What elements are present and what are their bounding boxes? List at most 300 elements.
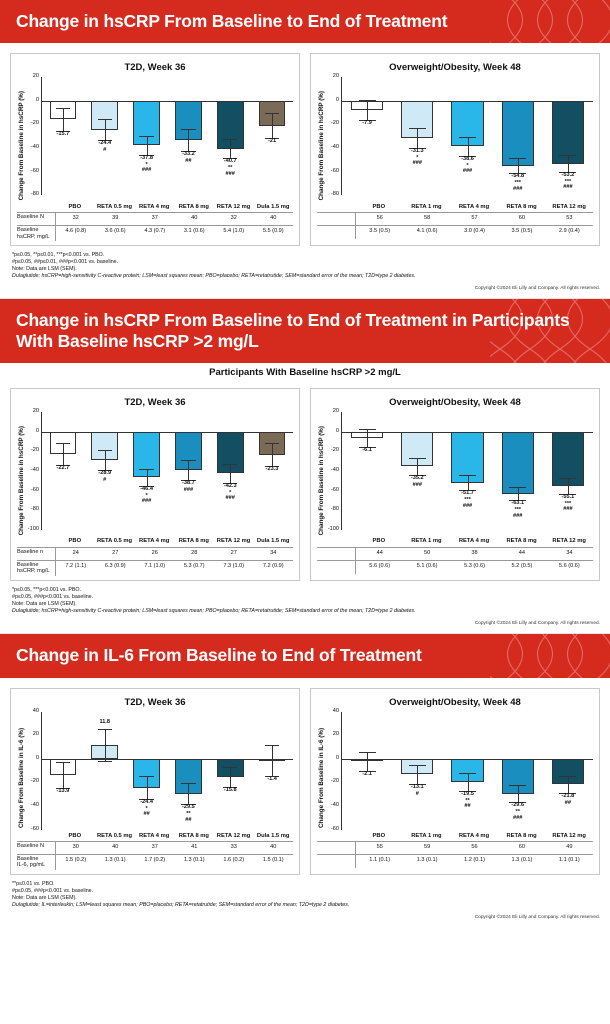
slide-supertitle: Participants With Baseline hsCRP >2 mg/L — [209, 367, 401, 379]
bar-group — [167, 77, 209, 195]
y-tick-label: 20 — [32, 731, 39, 738]
y-tick-label: -60 — [30, 486, 39, 493]
table-cell: 40 — [270, 843, 277, 850]
error-cap-top — [56, 762, 70, 763]
y-tick-label: 20 — [332, 408, 339, 415]
error-bar — [417, 765, 418, 784]
y-tick-label: -100 — [27, 526, 39, 533]
table-cell: 58 — [423, 215, 431, 222]
y-tick-label: -80 — [30, 191, 39, 198]
x-category-label: RETA 1 mg — [411, 203, 442, 210]
y-tick-label: -40 — [330, 144, 339, 151]
table-row — [17, 226, 293, 241]
plot-area — [317, 73, 593, 201]
y-axis-label: Change From Baseline in hsCRP (%) — [318, 426, 325, 536]
error-cap-top — [265, 443, 279, 444]
plot-canvas — [341, 77, 593, 195]
significance-label: ### — [412, 481, 422, 488]
x-category-label: PBO — [372, 538, 386, 545]
error-cap-top — [265, 745, 279, 746]
bar-group — [442, 77, 492, 195]
error-cap-top — [359, 429, 376, 430]
error-bar — [147, 776, 148, 798]
bar-value-label: -51.7 — [461, 490, 474, 497]
chart-panel-0 — [10, 688, 300, 875]
y-tick-label: 20 — [32, 73, 39, 80]
table-cell: 1.3 (0.1) — [416, 856, 438, 863]
error-cap-top — [409, 765, 426, 766]
y-tick-label: -20 — [330, 447, 339, 454]
copyright: Copyright ©2024 Eli Lilly and Company. All rights reserved. — [474, 915, 600, 921]
bar-group — [543, 712, 593, 830]
table-cell: 1.2 (0.1) — [464, 856, 485, 863]
table-row — [317, 855, 593, 868]
table-cell: 32 — [230, 215, 237, 222]
table-cell: 57 — [471, 215, 478, 222]
table-cell: 4.3 (0.7) — [144, 228, 166, 235]
table-cell: 5.3 (0.7) — [183, 562, 205, 569]
x-category-label: RETA 12 mg — [216, 832, 251, 839]
bar-group — [126, 77, 168, 195]
bar-value-label: -15.8 — [223, 787, 237, 794]
significance-label: * ### — [462, 162, 473, 175]
table-row-label: Baseline N — [17, 214, 45, 221]
error-cap-top — [459, 137, 476, 138]
x-category-label: RETA 4 mg — [458, 538, 490, 545]
table-cell: 41 — [191, 843, 198, 850]
significance-label: ## — [564, 800, 572, 807]
table-row-label: Baseline hsCRP, mg/L — [17, 227, 50, 240]
bar-value-label: -28.9 — [98, 470, 112, 477]
x-category-label: PBO — [372, 832, 386, 839]
panel-title: Overweight/Obesity, Week 48 — [389, 696, 521, 708]
footnotes — [0, 585, 610, 622]
y-axis-label: Change From Baseline in IL-6 (%) — [18, 727, 25, 828]
bar-value-label: -15.7 — [56, 130, 70, 137]
bar-value-label: -38.6 — [461, 155, 474, 162]
table-cell: 24 — [72, 549, 79, 556]
y-tick-label: -20 — [30, 120, 39, 127]
bar-group — [543, 77, 593, 195]
error-bar — [230, 767, 231, 787]
y-axis-ticks — [25, 707, 41, 832]
bar-group — [342, 712, 392, 830]
table-cell: 40 — [112, 843, 119, 850]
table-row-label: Baseline hsCRP, mg/L — [17, 561, 50, 575]
table-cell: 44 — [518, 549, 526, 556]
significance-label: ** ### — [225, 165, 235, 177]
table-cell: 55 — [376, 843, 383, 850]
table-cell: 1.1 (0.1) — [369, 856, 391, 863]
bar-value-label: -2.1 — [362, 770, 372, 777]
error-bar — [147, 469, 148, 486]
x-category-label: Dula 1.5 mg — [256, 203, 290, 210]
bar-value-label: -21 — [268, 138, 277, 145]
bar-value-label: -55.1 — [561, 493, 575, 500]
bar-group — [251, 412, 293, 530]
plot-area — [317, 707, 593, 832]
y-tick-label: -80 — [330, 506, 339, 513]
bar-group — [209, 712, 251, 830]
table-row — [17, 855, 293, 870]
y-tick-label: 40 — [332, 707, 339, 714]
slide-il6 — [0, 633, 610, 927]
error-cap-top — [459, 773, 476, 774]
error-cap-top — [98, 729, 112, 730]
significance-label: ** ## — [185, 811, 192, 823]
error-bar — [568, 155, 569, 172]
x-category-label: RETA 8 mg — [506, 538, 537, 545]
significance-label: *** ### — [462, 497, 473, 510]
table-row — [317, 548, 593, 561]
table-cell: 26 — [151, 549, 158, 556]
error-cap-bottom — [98, 761, 112, 762]
error-cap-top — [181, 129, 195, 130]
x-axis — [17, 202, 293, 210]
x-category-label: RETA 1 mg — [411, 832, 442, 839]
bar-group — [392, 712, 442, 830]
error-bar — [518, 158, 519, 173]
y-axis-ticks — [25, 408, 41, 533]
x-category-label: RETA 8 mg — [506, 832, 537, 839]
error-cap-top — [459, 475, 476, 476]
table-cell: 39 — [112, 215, 119, 222]
table-row-label — [317, 842, 355, 854]
y-tick-label: 0 — [335, 427, 339, 434]
slide-title: Change in hsCRP From Baseline to End of Treatment — [16, 11, 448, 31]
panel-data-table — [17, 841, 293, 870]
chart-panel-1 — [310, 53, 600, 246]
table-row-label: Baseline N — [17, 842, 45, 849]
footnote: #p≤0.05, ###p<0.001 vs. baseline. — [12, 887, 94, 894]
y-tick-label: 40 — [32, 707, 39, 714]
table-cell: 5.6 (0.6) — [558, 562, 580, 569]
footnote: Note: Data are LSM (SEM). — [12, 895, 77, 902]
x-category-label: PBO — [372, 203, 386, 210]
y-tick-label: -40 — [330, 467, 339, 474]
error-cap-top — [559, 776, 576, 777]
bar-group — [167, 412, 209, 530]
y-axis-label: Change From Baseline in hsCRP (%) — [318, 91, 325, 201]
x-category-label: RETA 1 mg — [411, 538, 442, 545]
bar-value-label: -63.1 — [511, 500, 525, 507]
panel-title: T2D, Week 36 — [124, 62, 186, 74]
bar-value-label: -54.8 — [511, 173, 525, 180]
table-row-label — [317, 548, 355, 560]
table-cell: 7.1 (1.0) — [144, 562, 166, 569]
plot-canvas — [41, 712, 293, 830]
table-cell: 44 — [376, 549, 383, 556]
error-cap-top — [56, 108, 70, 109]
slide-hscrp-gt2 — [0, 298, 610, 633]
y-tick-label: -40 — [30, 802, 39, 809]
table-cell: 5.1 (0.6) — [416, 562, 438, 569]
plot-canvas — [41, 412, 293, 530]
error-cap-top — [409, 128, 426, 129]
slide-header — [0, 0, 610, 43]
x-category-label: RETA 0.5 mg — [96, 832, 133, 839]
slide-header — [0, 299, 610, 363]
table-cell: 4.6 (0.8) — [65, 228, 87, 235]
error-cap-top — [509, 785, 526, 786]
table-row — [317, 842, 593, 855]
panel-title: T2D, Week 36 — [124, 696, 186, 708]
error-bar — [272, 113, 273, 138]
panel-data-table — [17, 212, 293, 241]
x-axis — [317, 831, 593, 839]
table-cell: 33 — [230, 843, 237, 850]
slide-title: Change in IL-6 From Baseline to End of Treatment — [16, 645, 422, 666]
footnote: Dulaglutide; hsCRP=high-sensitivity C-reactive protein; LSM=least squares mean; PBO=placebo; RETA=retatrutide; SEM=standard error of the mean; T2D=type 2 diabetes. — [12, 608, 416, 615]
panel-data-table — [317, 547, 593, 574]
bar-value-label: -40.7 — [223, 158, 237, 165]
bar[interactable] — [502, 101, 534, 166]
y-tick-label: -60 — [30, 825, 39, 832]
significance-label: * ### — [225, 489, 235, 502]
table-row — [17, 842, 293, 855]
table-row — [17, 213, 293, 226]
table-row-label — [317, 213, 355, 225]
error-cap-top — [139, 776, 153, 777]
bar-value-label: -37.8 — [140, 154, 153, 161]
x-category-label: RETA 12 mg — [552, 203, 586, 210]
error-bar — [367, 752, 368, 771]
y-tick-label: 0 — [35, 427, 39, 434]
significance-label: # — [103, 477, 107, 484]
bar-value-label: -33.2 — [182, 150, 195, 157]
bar-value-label: -13.9 — [56, 788, 70, 795]
y-axis-label: Change From Baseline in hsCRP (%) — [18, 91, 25, 201]
bar-value-label: -7.9 — [362, 120, 372, 127]
significance-label: *** ### — [563, 178, 573, 191]
bar[interactable] — [552, 101, 584, 164]
error-bar — [188, 783, 189, 804]
x-category-label: RETA 8 mg — [178, 538, 209, 545]
footnotes — [0, 250, 610, 287]
plot-canvas — [341, 712, 593, 830]
bar-value-label: -24.4 — [98, 140, 112, 147]
table-row — [17, 561, 293, 576]
bar-group — [84, 712, 126, 830]
x-category-label: RETA 12 mg — [216, 203, 251, 210]
error-bar — [568, 776, 569, 794]
x-axis — [17, 536, 293, 544]
error-bar — [272, 443, 273, 467]
y-tick-label: 0 — [335, 754, 339, 761]
table-cell: 1.1 (0.1) — [558, 856, 580, 863]
table-cell: 40 — [191, 215, 198, 222]
error-cap-top — [359, 752, 376, 753]
x-category-label: RETA 8 mg — [506, 203, 537, 210]
error-bar — [230, 139, 231, 158]
y-tick-label: 20 — [332, 73, 339, 80]
error-bar — [105, 450, 106, 471]
y-tick-label: -20 — [330, 778, 339, 785]
bar-value-label: -13.1 — [410, 783, 424, 790]
bar-group — [209, 412, 251, 530]
y-tick-label: -20 — [30, 447, 39, 454]
error-bar — [188, 460, 189, 480]
y-tick-label: 0 — [335, 97, 339, 104]
panel-data-table — [17, 547, 293, 576]
x-category-label: RETA 8 mg — [178, 832, 209, 839]
error-bar — [147, 136, 148, 155]
table-cell: 3.5 (0.5) — [511, 228, 533, 235]
copyright: Copyright ©2024 Eli Lilly and Company. All rights reserved. — [474, 286, 600, 292]
table-cell: 3.6 (0.6) — [104, 228, 126, 235]
error-cap-top — [223, 464, 237, 465]
error-bar — [518, 487, 519, 500]
error-bar — [272, 745, 273, 776]
bar-group — [126, 412, 168, 530]
bar-group — [392, 412, 442, 530]
x-category-label: RETA 12 mg — [552, 538, 586, 545]
y-tick-label: -40 — [30, 144, 39, 151]
table-cell: 5.2 (0.5) — [511, 562, 533, 569]
significance-label: *** ### — [513, 180, 523, 192]
table-cell: 32 — [72, 215, 79, 222]
bar-group — [209, 77, 251, 195]
footnote: Note: Data are LSM (SEM). — [12, 266, 77, 273]
significance-label: ### — [183, 486, 194, 493]
y-tick-label: -80 — [30, 506, 39, 513]
plot-area — [17, 707, 293, 832]
footnote: *p≤0.05, ***p<0.001 vs. PBO. — [12, 586, 82, 593]
panels-container — [0, 678, 610, 879]
significance-label: ## — [185, 157, 192, 164]
panel-title: Overweight/Obesity, Week 48 — [389, 62, 521, 74]
bar-group — [493, 412, 543, 530]
table-cell: 27 — [230, 549, 237, 556]
table-cell: 27 — [112, 549, 119, 556]
table-row-label — [317, 226, 355, 239]
x-category-label: RETA 8 mg — [178, 203, 209, 210]
bar-group — [167, 712, 209, 830]
panel-data-table — [317, 841, 593, 868]
error-cap-top — [139, 469, 153, 470]
footnote: *p≤0.05, **p≤0.01, ***p<0.001 vs. PBO. — [12, 251, 105, 258]
bar-value-label: -21.8 — [561, 793, 575, 800]
error-cap-top — [98, 119, 112, 120]
error-bar — [63, 443, 64, 465]
bar-group — [442, 712, 492, 830]
table-cell: 3.5 (0.5) — [369, 228, 391, 235]
error-cap-top — [409, 458, 426, 459]
y-axis-ticks — [25, 73, 41, 198]
table-cell: 7.2 (1.1) — [65, 562, 87, 569]
error-cap-top — [223, 767, 237, 768]
significance-label: # — [103, 147, 107, 154]
x-category-label: RETA 4 mg — [458, 832, 490, 839]
y-axis-label: Change From Baseline in hsCRP (%) — [18, 426, 25, 536]
table-cell: 1.3 (0.1) — [511, 856, 533, 863]
panels-container — [0, 378, 610, 585]
y-tick-label: 0 — [35, 754, 39, 761]
bar-group — [251, 77, 293, 195]
bar-value-label: -31.3 — [410, 147, 424, 154]
error-bar — [468, 137, 469, 156]
error-bar — [468, 773, 469, 791]
error-bar — [417, 128, 418, 148]
plot-area — [17, 408, 293, 536]
bar[interactable] — [502, 432, 534, 494]
x-category-label: RETA 4 mg — [139, 203, 170, 210]
error-bar — [468, 475, 469, 491]
table-cell: 30 — [72, 843, 79, 850]
table-row — [17, 548, 293, 561]
bar-value-label: -38.7 — [182, 479, 195, 486]
table-cell: 1.5 (0.1) — [262, 856, 284, 863]
footnote: Dulaglutide; IL=interleukin; LSM=least squares mean; PBO=placebo; RETA=retatrutide; SEM=standard error of the mean; T2D=type 2 diabetes. — [12, 902, 350, 909]
error-cap-top — [56, 443, 70, 444]
slide-hscrp-all — [0, 0, 610, 298]
significance-label: *** ### — [563, 500, 573, 513]
error-cap-top — [359, 100, 376, 101]
panel-title: T2D, Week 36 — [124, 397, 186, 409]
panel-title: Overweight/Obesity, Week 48 — [389, 397, 521, 409]
table-cell: 50 — [423, 549, 431, 556]
significance-label: * ## — [143, 805, 150, 818]
footnote: Note: Data are LSM (SEM). — [12, 600, 77, 607]
table-row — [317, 226, 593, 239]
y-tick-label: 20 — [332, 731, 339, 738]
footnote: #p≤0.05, ##p≤0.01, ###p<0.001 vs. baseline. — [12, 259, 119, 266]
bar-value-label: -53.2 — [561, 171, 575, 178]
plot-area — [17, 73, 293, 201]
error-bar — [518, 785, 519, 802]
slide-header — [0, 634, 610, 677]
error-bar — [105, 729, 106, 761]
table-cell: 37 — [151, 215, 158, 222]
plot-canvas — [341, 412, 593, 530]
significance-label: * ### — [141, 161, 152, 174]
table-cell: 56 — [376, 215, 383, 222]
bar-value-label: -1.4 — [267, 775, 277, 782]
bar-group — [392, 77, 442, 195]
error-cap-top — [559, 155, 576, 156]
table-cell: 1.6 (0.2) — [223, 856, 245, 863]
y-tick-label: -60 — [330, 486, 339, 493]
error-cap-top — [265, 113, 279, 114]
x-category-label: RETA 12 mg — [216, 538, 251, 545]
error-bar — [417, 458, 418, 475]
x-category-label: RETA 0.5 mg — [96, 538, 133, 545]
significance-label: ** ### — [513, 808, 523, 821]
x-category-label: PBO — [68, 203, 82, 210]
chart-panel-0 — [10, 53, 300, 246]
error-cap-top — [223, 139, 237, 140]
table-cell: 3.0 (0.4) — [464, 228, 485, 235]
error-cap-top — [139, 136, 153, 137]
panel-data-table — [317, 212, 593, 239]
bar-value-label: -19.5 — [461, 790, 474, 797]
table-row-label — [317, 561, 355, 574]
bar-group — [42, 77, 84, 195]
bar-group — [342, 77, 392, 195]
footnote: Dulaglutide; hsCRP=high-sensitivity C-reactive protein; LSM=least squares mean; PBO=placebo; RETA=retatrutide; SEM=standard error of the mean; T2D=type 2 diabetes. — [12, 273, 416, 280]
table-cell: 59 — [423, 843, 431, 850]
bar-group — [84, 412, 126, 530]
error-bar — [63, 108, 64, 130]
table-cell: 5.5 (0.9) — [262, 228, 284, 235]
table-cell: 38 — [471, 549, 478, 556]
error-cap-top — [181, 783, 195, 784]
significance-label: ** ## — [464, 797, 471, 810]
bar-group — [442, 412, 492, 530]
table-cell: 1.7 (0.2) — [144, 856, 166, 863]
table-cell: 5.4 (1.0) — [223, 228, 245, 235]
error-bar — [105, 119, 106, 140]
